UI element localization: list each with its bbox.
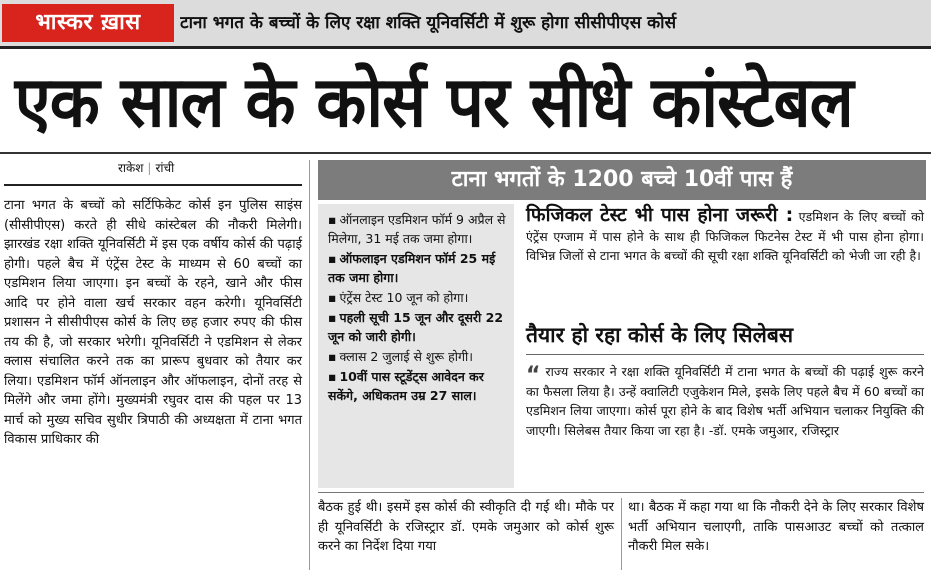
divider [318, 492, 924, 493]
highlight-banner: टाना भगतों के 1200 बच्चे 10वीं पास हैं [318, 160, 926, 200]
fact-item: ▪ पहली सूची 15 जून और दूसरी 22 जून को जारी होगी। [328, 308, 506, 346]
facts-box [318, 204, 514, 488]
divider [0, 46, 931, 49]
top-banner [0, 0, 931, 46]
fact-item: ▪ एंट्रेंस टेस्ट 10 जून को होगा। [328, 288, 506, 307]
syllabus-heading: तैयार हो रहा कोर्स के लिए सिलेबस [526, 323, 794, 347]
main-headline: एक साल के कोर्स पर सीधे कांस्टेबल [14, 61, 853, 143]
section-heading: फिजिकल टेस्ट भी पास होना जरूरी : [526, 204, 794, 226]
article-body-column-3: था। बैठक में कहा गया था कि नौकरी देने के लिए सरकार विशेष भर्ती अभियान चलाएगी, ताकि पासआउट बच्चों को तत्काल नौकरी मिल सके। [628, 500, 924, 554]
fact-item: ▪ 10वीं पास स्टूडेंट्स आवेदन कर सकेंगे, अधिकतम उम्र 27 साल। [328, 367, 506, 405]
quote-text: राज्य सरकार ने रक्षा शक्ति यूनिवर्सिटी में टाना भगत के बच्चों की पढ़ाई शुरू करने का फैसला लिया है। उन्हें क्वालिटी एजुकेशन मिले, इसके लिए पहले बैच में 60 बच्चों का एडमिशन लिया जाएगा। कोर्स पूरा होने के बाद विशेष भर्ती अभियान चलाकर नियुक्ति की जाएगी। सिलेबस तैयार किया जा रहा है। -डॉ. एमके जमुआर, रजिस्ट्रार [526, 364, 924, 438]
byline [118, 158, 174, 178]
kicker-headline: टाना भगत के बच्चों के लिए रक्षा शक्ति यूनिवर्सिटी में शुरू होगा सीसीपीएस कोर्स [180, 13, 677, 33]
byline-separator: | [147, 161, 152, 175]
column-divider [309, 160, 310, 570]
divider [0, 152, 931, 154]
fact-item: ▪ ऑफलाइन एडमिशन फॉर्म 25 मई तक जमा होगा। [328, 249, 506, 287]
byline-author: राकेश [118, 161, 144, 175]
section-text: एडमिशन के लिए बच्चों को एंट्रेंस एग्जाम में पास होने के साथ ही फिजिकल फिटनेस टेस्ट में भी पास होना होगा। विभिन्न जिलों से टाना भगत के बच्चों की सूची रक्षा शक्ति यूनिवर्सिटी को भेजी जा रही है। [526, 209, 924, 263]
fact-item: ▪ ऑनलाइन एडमिशन फॉर्म 9 अप्रैल से मिलेगा, 31 मई तक जमा होगा। [328, 210, 506, 248]
registrar-quote [526, 362, 924, 440]
physical-test-section [526, 206, 924, 266]
divider [4, 184, 302, 186]
article-body-column-1: टाना भगत के बच्चों को सर्टिफिकेट कोर्स इन पुलिस साइंस (सीसीपीएस) करते ही सीधे कांस्टेबल की नौकरी मिलेगी। झारखंड रक्षा शक्ति यूनिवर्सिटी में इस एक वर्षीय कोर्स की पढ़ाई होगी। पहले बैच में एंट्रेंस टेस्ट के माध्यम से 60 बच्चों का एडमिशन लिया जाएगा। इन बच्चों के रहने, खाने और फीस आदि पर होने वाला खर्च सरकार वहन करेगी। यूनिवर्सिटी प्रशासन ने सीसीपीएस कोर्स के लिए छह हजार रुपए की फीस तय की है, जो सरकार भरेगी। यूनिवर्सिटी ने एडमिशन से लेकर क्लास संचालित करने तक का प्रारूप बुधवार को तैयार कर लिया। एडमिशन फॉर्म ऑनलाइन और ऑफलाइन, दोनों तरह से मिलेंगे और जमा होंगे। मुख्यमंत्री रघुवर दास की पहल पर 13 मार्च को मुख्य सचिव सुधीर त्रिपाठी की अध्यक्षता में टाना भगत विकास प्राधिकार की [4, 198, 302, 447]
brand-logo: भास्कर ख़ास [2, 4, 174, 42]
article-body-column-2: बैठक हुई थी। इसमें इस कोर्स की स्वीकृति दी गई थी। मौके पर ही यूनिवर्सिटी के रजिस्ट्रार डॉ. एमके जमुआर को कोर्स शुरू करने का निर्देश दिया गया [318, 500, 614, 554]
column-divider [621, 498, 622, 570]
fact-item: ▪ क्लास 2 जुलाई से शुरू होगी। [328, 347, 506, 366]
divider [526, 354, 924, 355]
byline-place: रांची [155, 161, 175, 175]
quote-mark: “ [526, 363, 541, 388]
